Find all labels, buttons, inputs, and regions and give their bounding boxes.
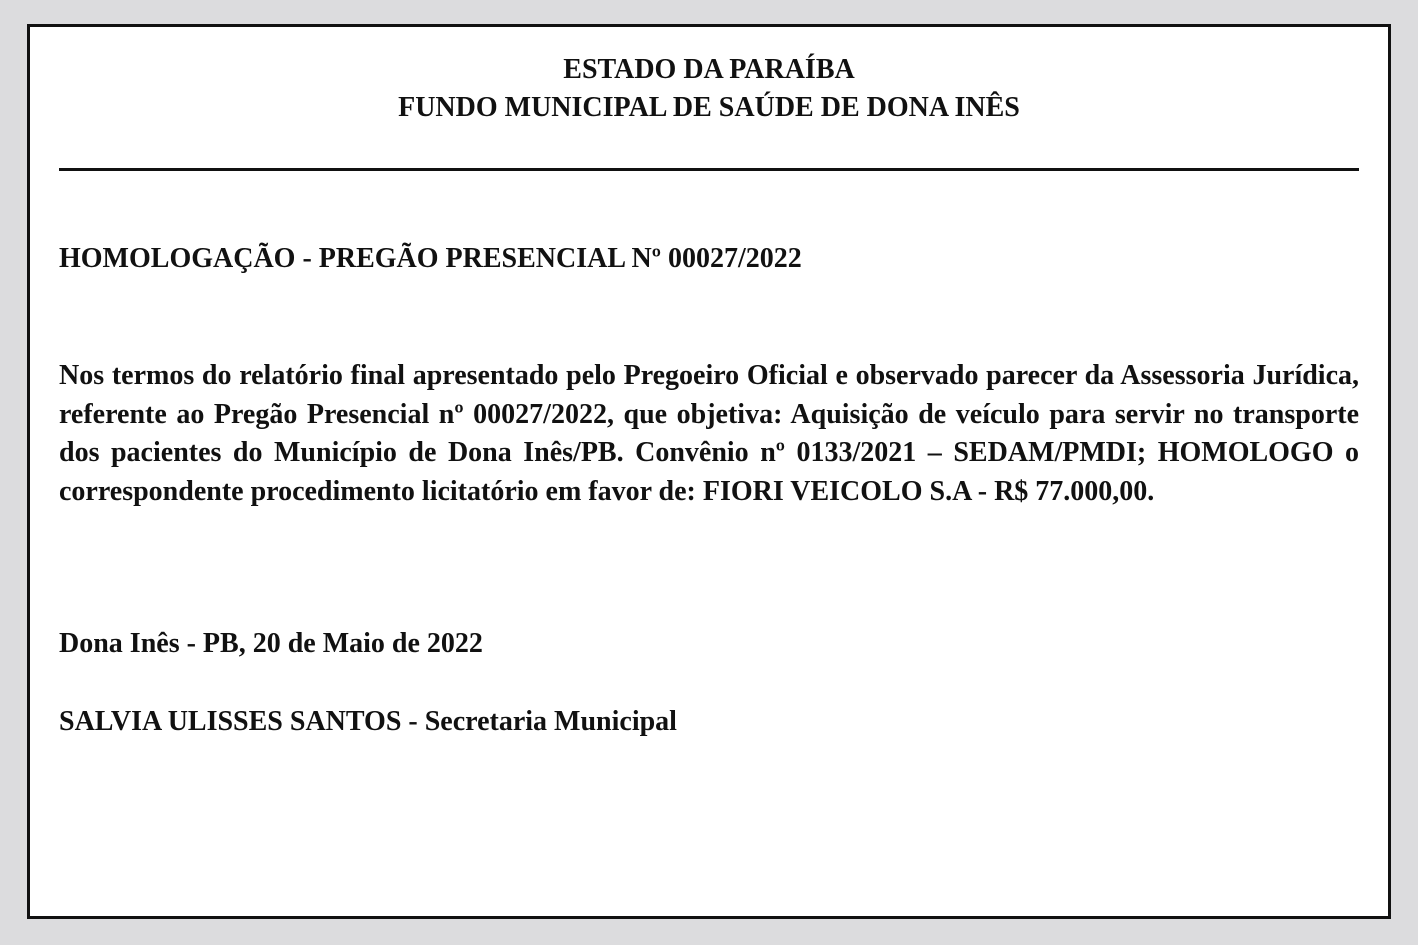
document-frame (27, 24, 1391, 919)
place-and-date: Dona Inês - PB, 20 de Maio de 2022 (59, 628, 483, 659)
signature-line: SALVIA ULISSES SANTOS - Secretaria Municipal (59, 706, 677, 737)
document-body: Nos termos do relatório final apresentado pelo Pregoeiro Oficial e observado parecer da Assessoria Jurídica, referente ao Pregão Presencial nº 00027/2022, que objetiva: Aquisição de veículo para servir no transporte dos pacientes do Município de Dona Inês/PB. Convênio nº 0133/2021 – SEDAM/PMDI; HOMOLOGO o correspondente procedimento licitatório em favor de: FIORI VEICOLO S.A - R$ 77.000,00. (59, 360, 1359, 507)
header-fund: FUNDO MUNICIPAL DE SAÚDE DE DONA INÊS (398, 92, 1020, 123)
document-title: HOMOLOGAÇÃO - PREGÃO PRESENCIAL Nº 00027/2022 (59, 243, 802, 274)
document-header (30, 51, 1388, 127)
header-divider (59, 168, 1359, 171)
header-state: ESTADO DA PARAÍBA (563, 54, 855, 85)
